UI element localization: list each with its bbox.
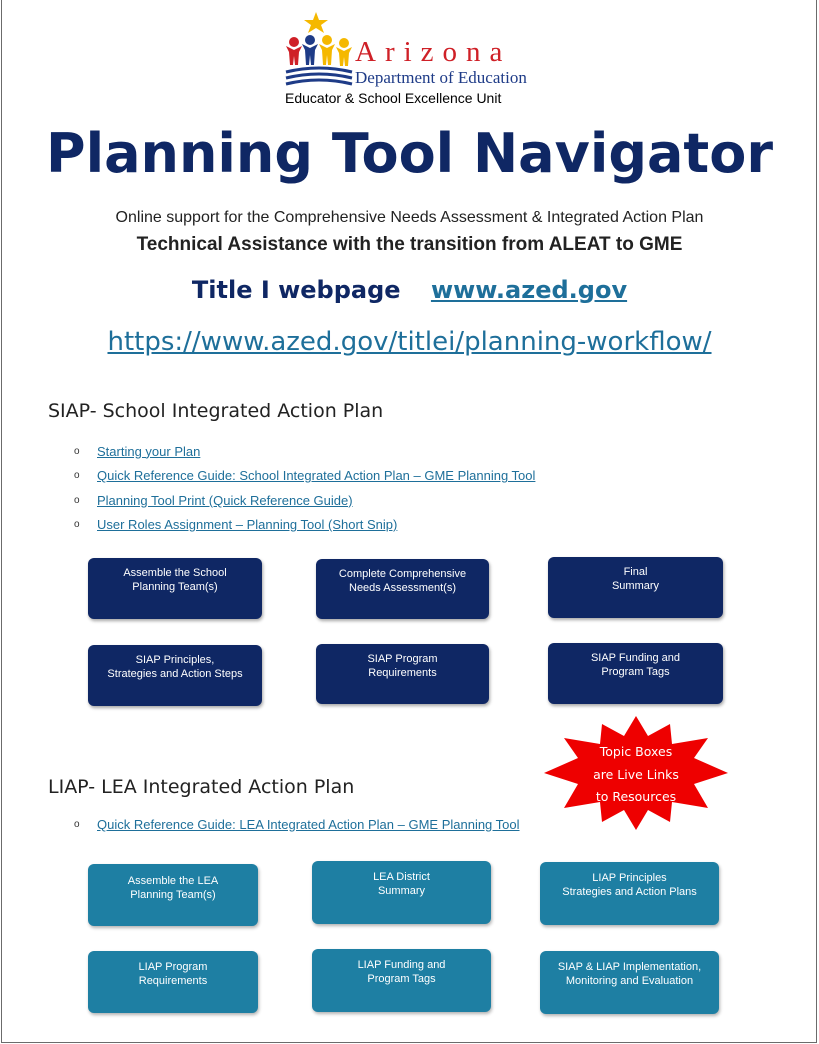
bullet-icon: o [74, 445, 80, 457]
liap-box-district-summary[interactable]: LEA District Summary [312, 861, 491, 924]
liap-box-program-requirements[interactable]: LIAP Program Requirements [88, 951, 258, 1013]
siap-box-needs-assessment[interactable]: Complete Comprehensive Needs Assessment(s) [316, 559, 489, 619]
liap-box-implementation[interactable]: SIAP & LIAP Implementation, Monitoring and Evaluation [540, 951, 719, 1014]
azed-link[interactable]: www.azed.gov [430, 276, 628, 304]
liap-box-funding-tags[interactable]: LIAP Funding and Program Tags [312, 949, 491, 1012]
logo-department: Department of Education [355, 68, 527, 87]
liap-link-list [74, 812, 520, 837]
subtitle: Online support for the Comprehensive Needs Assessment & Integrated Action Plan [115, 209, 704, 226]
siap-link-quick-reference[interactable]: Quick Reference Guide: School Integrated Action Plan – GME Planning Tool [97, 468, 536, 484]
webpage-row [0, 276, 819, 304]
list-item [74, 812, 520, 837]
callout-text: Topic Boxes are Live Links to Resources [593, 744, 679, 804]
siap-link-user-roles[interactable]: User Roles Assignment – Planning Tool (Short Snip) [97, 517, 398, 533]
webpage-label: Title I webpage [191, 276, 401, 304]
logo-unit: Educator & School Excellence Unit [285, 90, 502, 106]
siap-box-program-requirements[interactable]: SIAP Program Requirements [316, 644, 489, 704]
list-item [74, 439, 535, 464]
bullet-icon: o [74, 470, 80, 482]
siap-box-principles[interactable]: SIAP Principles, Strategies and Action Steps [88, 645, 262, 706]
liap-box-principles[interactable]: LIAP Principles Strategies and Action Plans [540, 862, 719, 925]
liap-heading: LIAP- LEA Integrated Action Plan [48, 776, 355, 798]
siap-link-starting[interactable]: Starting your Plan [97, 443, 201, 459]
liap-box-assemble-team[interactable]: Assemble the LEA Planning Team(s) [88, 864, 258, 926]
liap-link-quick-reference[interactable]: Quick Reference Guide: LEA Integrated Action Plan – GME Planning Tool [97, 816, 520, 832]
subtitle-bold: Technical Assistance with the transition from ALEAT to GME [136, 234, 683, 255]
siap-link-print[interactable]: Planning Tool Print (Quick Reference Guide) [97, 492, 353, 508]
bullet-icon: o [74, 494, 80, 506]
page-title: Planning Tool Navigator [46, 122, 773, 185]
bullet-icon: o [74, 519, 80, 531]
planning-workflow-link[interactable]: https://www.azed.gov/titlei/planning-workflow/ [107, 327, 712, 357]
list-item [74, 488, 535, 513]
siap-box-final-summary[interactable]: Final Summary [548, 557, 723, 618]
bullet-icon: o [74, 818, 80, 830]
siap-box-funding-tags[interactable]: SIAP Funding and Program Tags [548, 643, 723, 704]
siap-box-assemble-team[interactable]: Assemble the School Planning Team(s) [88, 558, 262, 619]
siap-heading: SIAP- School Integrated Action Plan [48, 400, 384, 422]
siap-link-list [74, 439, 535, 537]
logo-wordmark: Arizona [355, 36, 512, 68]
list-item [74, 513, 535, 538]
list-item [74, 464, 535, 489]
